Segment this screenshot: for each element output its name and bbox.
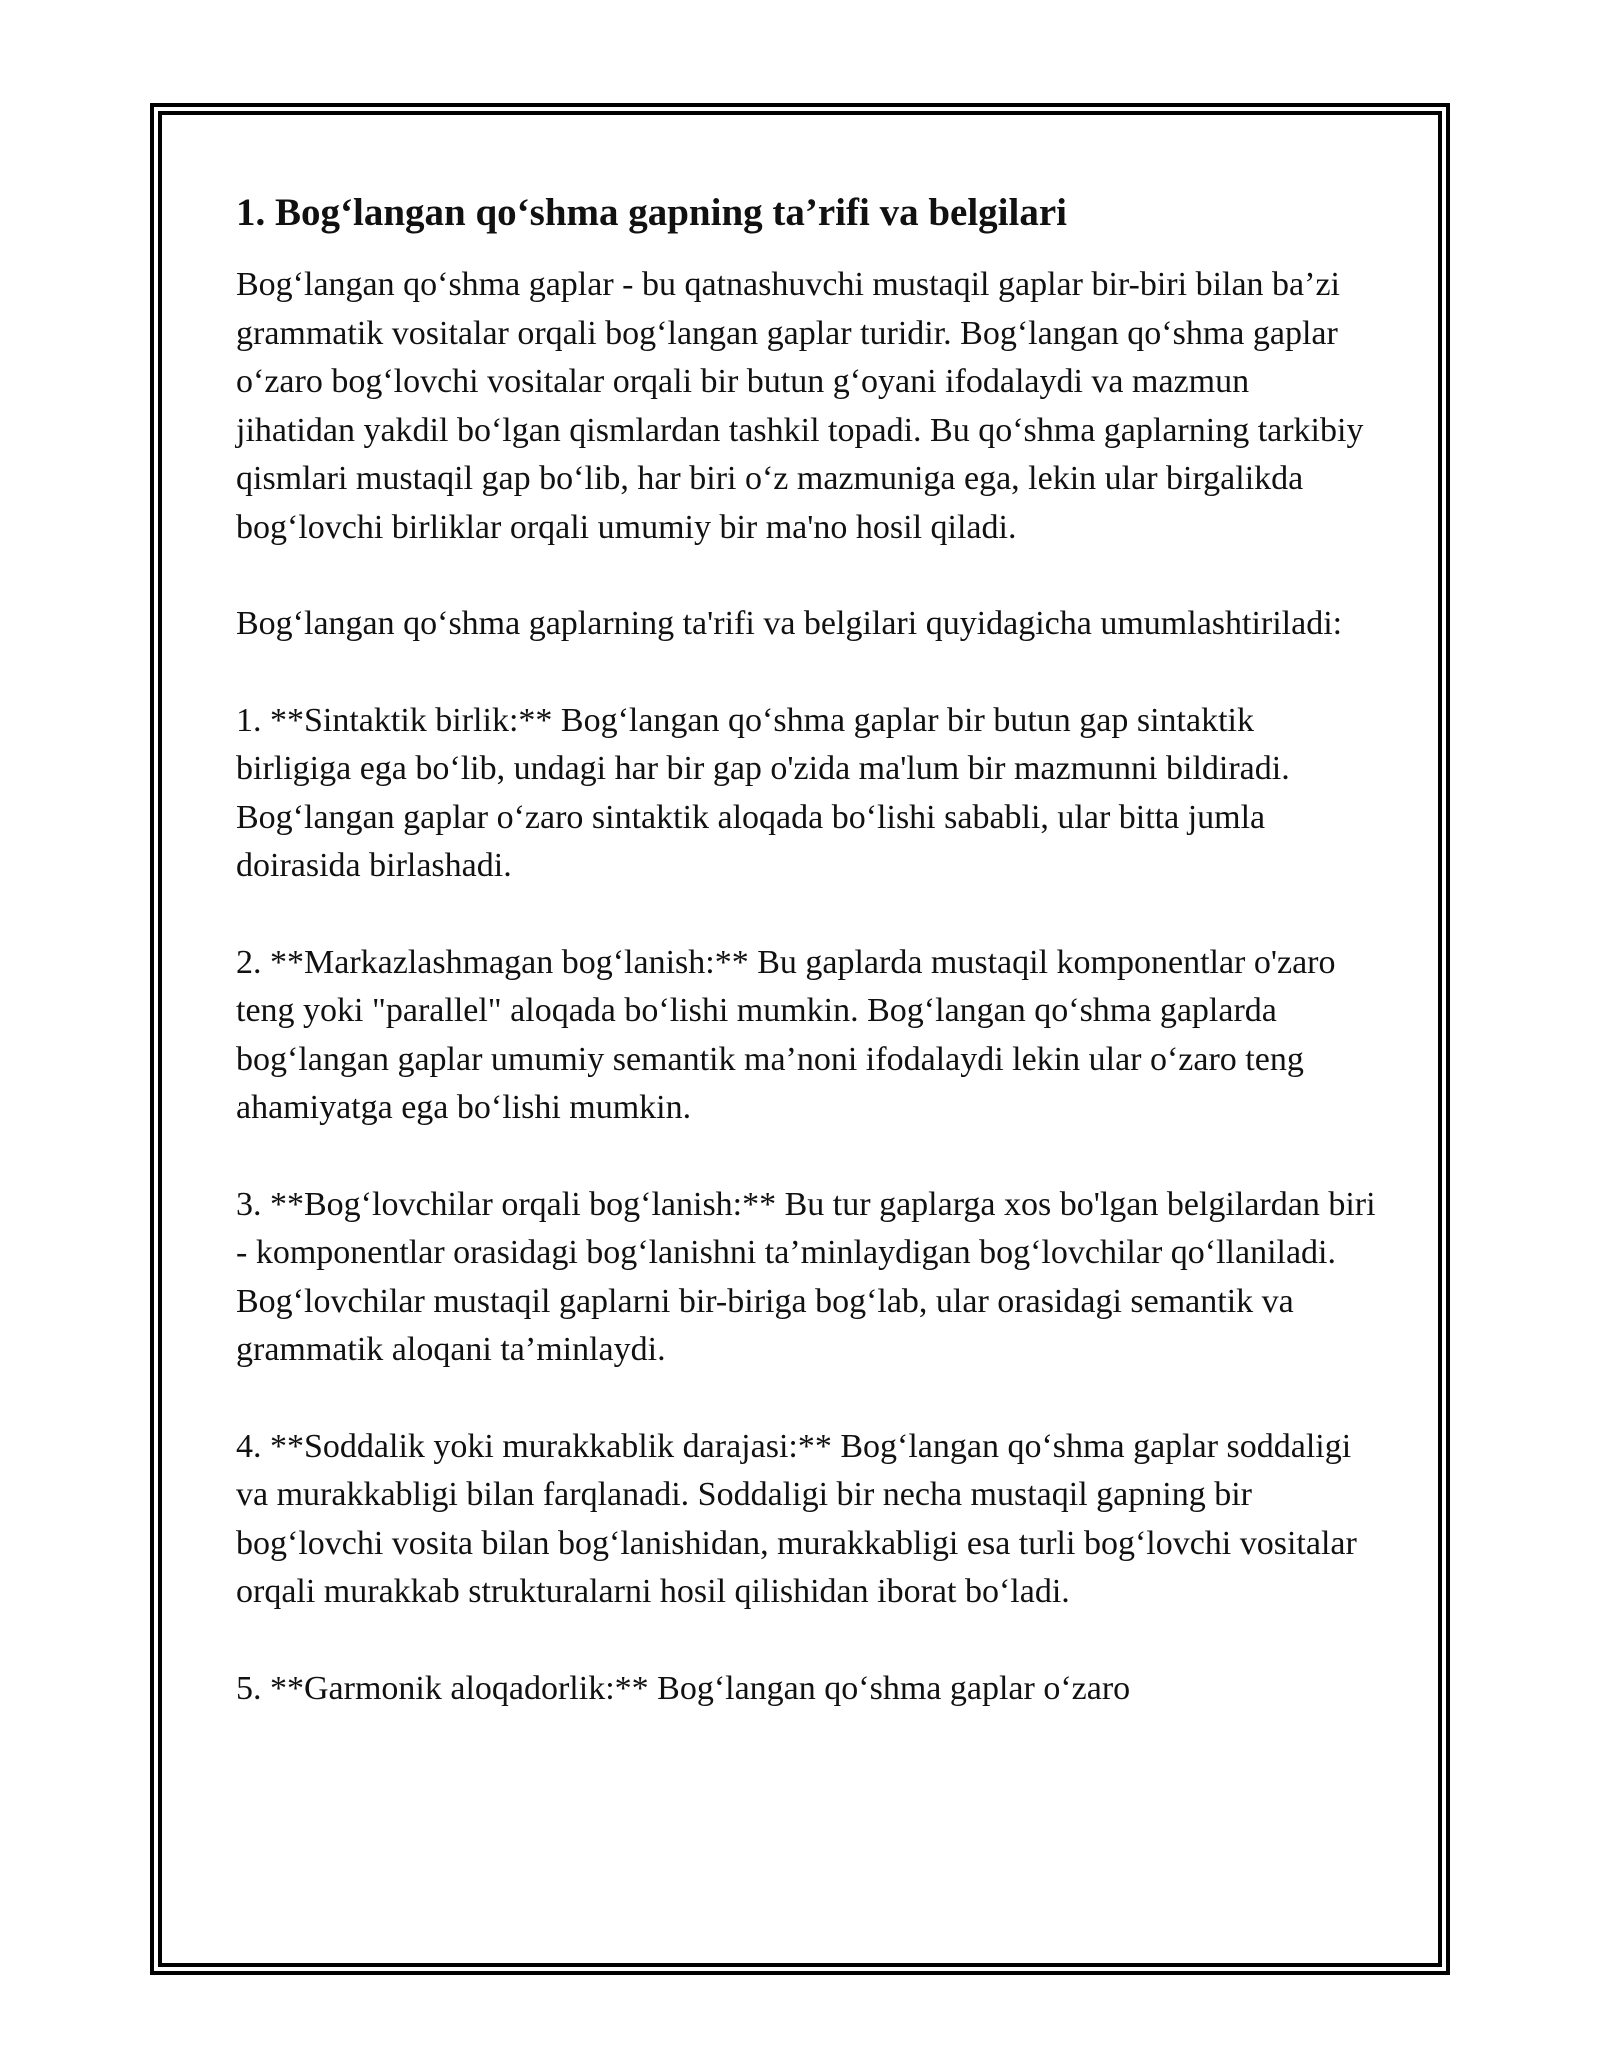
- list-item-1: 1. **Sintaktik birlik:** Bog‘langan qo‘shma gaplar bir butun gap sintaktik birligiga ega bo‘lib, undagi har bir gap o'zida ma'lum bir mazmunni bildiradi. Bog‘langan gaplar o‘zaro sintaktik aloqada bo‘lishi sababli, ular bitta jumla doirasida birlashadi.: [236, 701, 1290, 884]
- list-item-2: 2. **Markazlashmagan bog‘lanish:** Bu gaplarda mustaqil komponentlar o'zaro teng yoki "parallel" aloqada bo‘lishi mumkin. Bog‘langan qo‘shma gaplarda bog‘langan gaplar umumiy semantik ma’noni ifodalaydi lekin ular o‘zaro teng ahamiyatga ega bo‘lishi mumkin.: [236, 943, 1336, 1126]
- paragraph-summary: Bog‘langan qo‘shma gaplarning ta'rifi va belgilari quyidagicha umumlashtiriladi:: [236, 605, 1343, 642]
- paragraph-intro: Bog‘langan qo‘shma gaplar - bu qatnashuvchi mustaqil gaplar bir-biri bilan ba’zi grammatik vositalar orqali bog‘langan gaplar turidir. Bog‘langan qo‘shma gaplar o‘zaro bog‘lovchi vositalar orqali bir butun g‘oyani ifodalaydi va mazmun jihatidan yakdil bo‘lgan qismlardan tashkil topadi. Bu qo‘shma gaplarning tarkibiy qismlari mustaqil gap bo‘lib, har biri o‘z mazmuniga ega, lekin ular birgalikda bog‘lovchi birliklar orqali umumiy bir ma'no hosil qiladi.: [236, 266, 1364, 546]
- section-heading: 1. Bog‘langan qo‘shma gapning ta’rifi va belgilari: [236, 191, 1067, 234]
- list-item-5: 5. **Garmonik aloqadorlik:** Bog‘langan qo‘shma gaplar o‘zaro: [236, 1669, 1131, 1707]
- list-item-3: 3. **Bog‘lovchilar orqali bog‘lanish:** Bu tur gaplarga xos bo'lgan belgilardan biri - komponentlar orasidagi bog‘lanishni ta’minlaydigan bog‘lovchilar qo‘llaniladi. Bog‘lovchilar mustaqil gaplarni bir-biriga bog‘lab, ular orasidagi semantik va grammatik aloqani ta’minlaydi.: [236, 1185, 1376, 1368]
- list-item-4: 4. **Soddalik yoki murakkablik darajasi:** Bog‘langan qo‘shma gaplar soddaligi va murakkabligi bilan farqlanadi. Soddaligi bir necha mustaqil gapning bir bog‘lovchi vosita bilan bog‘lanishidan, murakkabligi esa turli bog‘lovchi vositalar orqali murakkab strukturalarni hosil qilishidan iborat bo‘ladi.: [236, 1427, 1357, 1610]
- document-body: [236, 185, 1376, 1761]
